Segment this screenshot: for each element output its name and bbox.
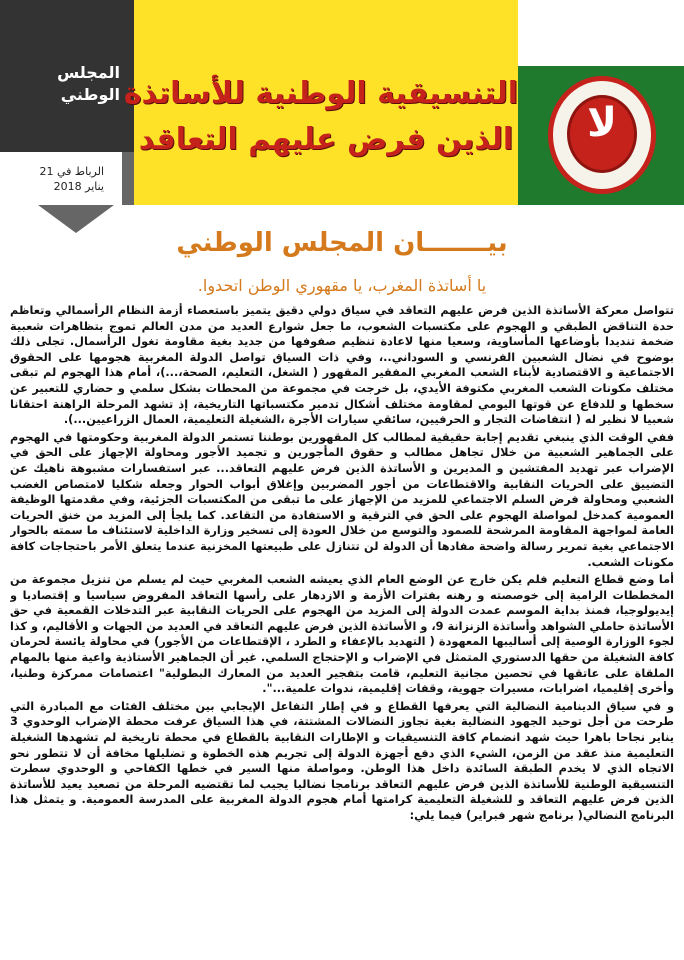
header-banner (0, 0, 684, 205)
body-paragraph-3: أما وضع قطاع التعليم فلم يكن خارج عن الوضع العام الذي يعيشه الشعب المغربي حيث لم يسلم من تنزيل مجموعة من المخططات الرامية إلى خوصصته و رهنه بفترات الأزمة و الازدهار على رأسها التعاقد المفروض سياسيا و إقتصاديا و إيديولوجيا، فمنذ بداية الموسم عمدت الدولة إلى المزيد من الهجوم على الحريات النقابية عبر التدخلات القمعية في حق الأساتذة حاملي الشواهد وأساتذة الزنزانة 9، و الأساتذة الذين فرض عليهم التعاقد في العديد من الجهات و الأقاليم، و كذا لجوء الوزارة الوصية إلى أساليبها المعهودة ( التهديد بالإعفاء و الطرد ، الإقتطاعات من الأجور) في محاولة يائسة لحرمان كافة الشغيلة من حقها الدستوري المتمثل في الإضراب و الإحتجاج السلمي. غير أن الجماهير الأستاذية واعية منها بالمهام الملقاة على عاتقها في تحصين مجانية التعليم، قامت بتفجير العديد من المعارك البطولية" اعتصامات ممركزة وطنيا، وأخرى إقليميا، اضرابات، مسيرات جهوية، وقفات إقليمية، ندوات علمية...". (10, 573, 674, 696)
title-line-2: الذين فرض عليهم التعاقد (138, 122, 514, 157)
coordination-logo (548, 76, 656, 194)
statement-subtitle: يا أساتذة المغرب، يا مقهوري الوطن اتحدوا. (197, 276, 487, 295)
statement-title: بيـــــــان المجلس الوطني (176, 228, 508, 258)
body-paragraph-1: تتواصل معركة الأساتذة الذين فرض عليهم التعاقد في سياق دولي دقيق يتميز باستعصاء أزمة النظام الرأسمالي وتعاظم حدة التناقض الطبقي و الهجوم على مكتسبات الشعوب، ما جعل شوارع العديد من مدن العالم تموج بتظاهرات شعبية ضخمة تنديدا بأوضاعها المأساوية، وسعيا منها لاعادة تنظيم صفوفها من جديد بغية مقاومة تغول الرأسمال. تجلى ذلك بوضوح في نضال الشعبين الفرنسي و السوداني..، وفي ذات السياق تواصل الدولة المغربية هجومها على الحقوق الاجتماعية و الاقتصادية لأبناء الشعب المغربي المفقير المقهور ( الشغل، التعليم، الصحة،...)، أمام هذا الهجوم لم تبقى مختلف مكونات الشعب المغربي مكتوفة الأيدي، بل خرجت في مجموعة من المحطات بشكل سلمي و حضاري للتعبير عن سخطها و للدفاع عن قوتها اليومي لمقاومة مختلف أشكال تدمير مكتسباتها التاريخية، إذ تشهد المرحلة الراهنة احتقانا شعبيا لا نظير له ( انتفاضات التجار و الحرفيين، سائقي سيارات الأجرة ،الشغيلة التعليمية، العمال الزراعيين...). (10, 304, 674, 427)
body-paragraph-4: و في سياق الدينامية النضالية التي يعرفها القطاع و في إطار التفاعل الإيجابي بين مختلف الفئات مع المبادرة التي طرحت من أجل توحيد الجهود النضالية بغية تجاوز النضالات المشتتة، في هذا السياق عرفت محطة الإضراب الوحدوي 3 يناير نجاحا باهرا حيث شهد انضمام كافة التنسيقيات و الإطارات النقابية بالقطاع في محطة تاريخية لم تشهدها الشغيلة التعليمية منذ عقد من الزمن، الشيء الذي دفع أجهزة الدولة إلى تجريم هذه الخطوة و تضليلها مخافة أن لا تتطور نحو الاتجاه الذي لا يخدم الطبقة السائدة داخل هذا الوطن. ومواصلة منها السير في خطها الكفاحي و الوحدوي سطرت التنسيقية الوطنية للأساتذة الذين فرض عليهم التعاقد برنامجا نضاليا يجيب لما تقتضيه المرحلة من تصعيد يعيد للأساتذة الذين فرض عليهم التعاقد و للشغيلة التعليمية كرامتها أمام هجوم الدولة المغربية على المدرسة العمومية. و يتمثل هذا البرنامج النضالي( برنامج شهر فبراير) فيما يلي: (10, 699, 674, 822)
statement-body (10, 303, 674, 953)
body-paragraph-2: ففي الوقت الذي ينبغي تقديم إجابة حقيقية لمطالب كل المقهورين بوطننا تستمر الدولة المغربية وحكومتها في الهجوم على الجماهير الشعبية من خلال تجاهل مطالب و حقوق المأجورين و تجميد الأجور ومحاولة الإجهاز على الحق في الإضراب عبر تهديد المفتشين و المديرين و الأساتذة الذين فرض عليهم التعاقد... عبر استفسارات مشبوهة ناهيك عن التضييق على الحريات النقابية والاقتطاعات من أجور المضربين وإغلاق أبواب الحوار وجعله شكليا لامتصاص الغضب الشعبي ومحاولة فرض السلم الاجتماعي للمزيد من الإجهاز على ما تبقى من المكتسبات الجزئية، وفي مقدمتها الوظيفة العمومية كمدخل لمواصلة الهجوم على الحق في الترقية و الاستفادة من التقاعد. كما يلجأ إلى المزيد من خنق الحريات العامة لمواجهة المقاومة المرشحة للصمود والتوسع من خلال العودة إلى تسخير وزارة الداخلية لاستئناف ما سمته بالحوار الاجتماعي بغية تمرير رسالة واضحة مفادها أن الدولة لن تتنازل على طبيعتها المخزنية عندما يتعلق الأمر باحتجاجات كافة مكونات الشعب. (10, 430, 674, 569)
title-block (123, 0, 518, 205)
logo-emblem (567, 95, 637, 173)
council-label: المجلس الوطني (57, 63, 120, 104)
council-panel (0, 0, 134, 205)
logo-block (518, 66, 684, 205)
logo-mark: لا (587, 100, 617, 146)
title-line-1: التنسيقية الوطنية للأساتذة (123, 76, 518, 111)
date-label: الرباط في 21 يناير 2018 (39, 165, 104, 193)
